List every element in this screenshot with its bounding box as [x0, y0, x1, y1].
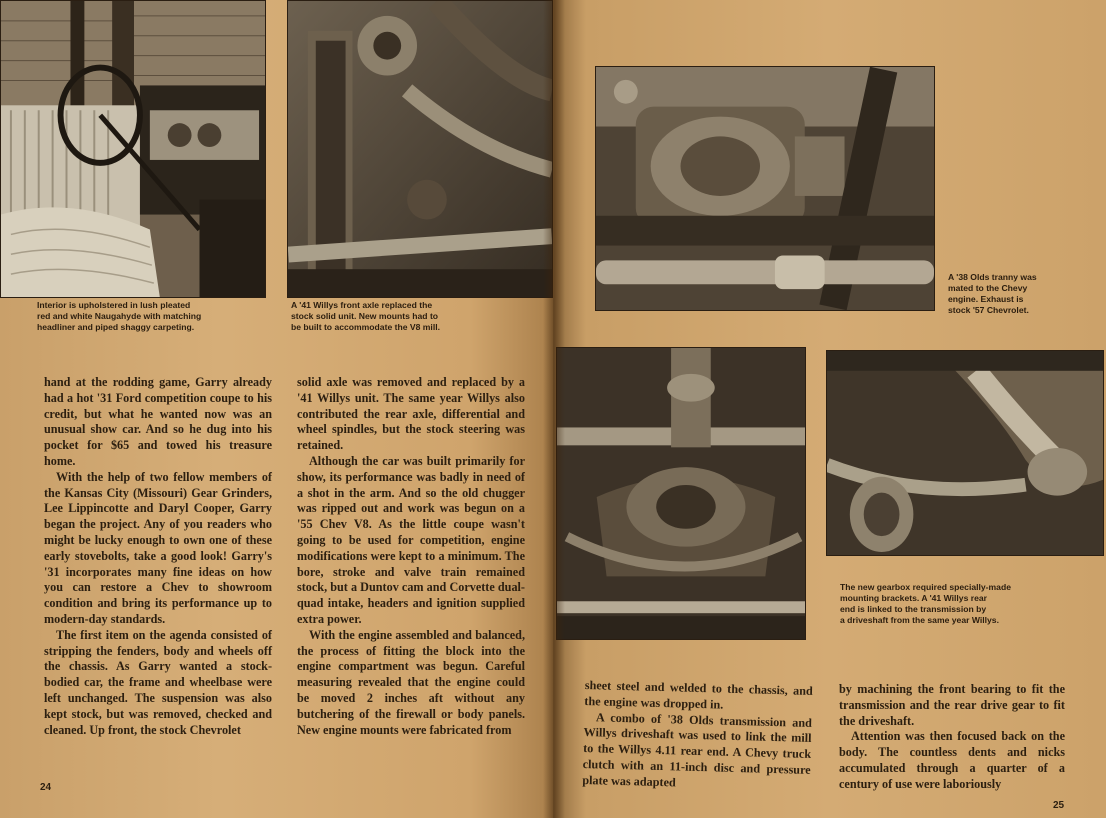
caption-line: A '38 Olds tranny was — [948, 272, 1037, 282]
rear-end-photo-image — [827, 351, 1103, 555]
paragraph: hand at the rodding game, Garry already had a hot '31 Ford competition coupe to his credit, but what he wanted now was an unusual show car. And so he dug into his pocket for $65 and towed his treasure home. — [44, 375, 272, 468]
paragraph: Attention was then focused back on the body. The countless dents and nicks accumulated through a quarter of a century of use were laboriously — [839, 729, 1065, 791]
paragraph: With the help of two fellow members of the Kansas City (Missouri) Gear Grinders, Lee Lippincotte and Daryl Cooper, Garry began the project. Any of you readers who might be lucky enough to own one of these early stovebolts, take a good look! Garry's '31 incorporates many fine ideas on how you can restore a Chev to showroom condition and bring its performance up to modern-day standards. — [44, 469, 272, 626]
caption-line: stock '57 Chevrolet. — [948, 305, 1029, 315]
page-number-right: 25 — [1053, 800, 1065, 811]
paragraph: With the engine assembled and balanced, the process of fitting the block into the engine compartment was begun. Careful measuring revealed that the engine could be moved 2 inches aft without any butchering of the firewall or body panels. New engine mounts were fabricated from — [297, 627, 525, 737]
front-axle-photo — [287, 0, 553, 298]
paragraph: A combo of '38 Olds transmission and Willys driveshaft was used to link the mill to the Willys 4.11 rear end. A Chevy truck clutch with an 11-inch disc and pressure plate was adapted — [582, 709, 813, 790]
paragraph: The first item on the agenda consisted of stripping the fenders, body and wheels off the chassis. As Garry wanted a stock-bodied car, the frame and wheelbase were left unchanged. The suspension was also kept stock, but was removed, checked and cleaned. Up front, the stock Chevrolet — [44, 627, 272, 737]
front-axle-photo-image — [288, 1, 552, 297]
paragraph: sheet steel and welded to the chassis, and the engine was dropped in. — [584, 678, 813, 712]
page-number-left: 24 — [40, 782, 52, 793]
caption-line: mounting brackets. A '41 Willys rear — [840, 593, 987, 603]
interior-caption — [37, 300, 277, 333]
paragraph: Although the car was built primarily for show, its performance was badly in need of a shot in the arm. And so the old chugger was ripped out and work was begun on a '55 Chev V8. As the little coupe wasn't going to be used for competition, engine modifications were kept to a minimum. The bore, stroke and valve train remained stock, but a Duntov cam and Corvette dual-quad intake, headers and ignition supplied extra power. — [297, 453, 525, 626]
right-column-2 — [839, 682, 1065, 793]
front-axle-caption — [291, 300, 521, 333]
paragraph: solid axle was removed and replaced by a '41 Willys unit. The same year Willys also contributed the rear axle, differential and wheel spindles, but the stock steering was retained. — [297, 375, 525, 453]
gearbox-caption — [840, 582, 1100, 626]
caption-line: be built to accommodate the V8 mill. — [291, 322, 440, 332]
paragraph: by machining the front bearing to fit the transmission and the rear drive gear to fit the driveshaft. — [839, 682, 1065, 728]
caption-line: red and white Naugahyde with matching — [37, 311, 202, 321]
interior-photo-image — [1, 1, 265, 297]
caption-line: headliner and piped shaggy carpeting. — [37, 322, 195, 332]
caption-line: engine. Exhaust is — [948, 294, 1024, 304]
left-column-1 — [44, 375, 272, 738]
caption-line: stock solid unit. New mounts had to — [291, 311, 439, 321]
caption-line: mated to the Chevy — [948, 283, 1028, 293]
transmission-caption — [948, 272, 1098, 316]
transmission-photo — [595, 66, 935, 311]
caption-line: A '41 Willys front axle replaced the — [291, 300, 433, 310]
caption-line: end is linked to the transmission by — [840, 604, 987, 614]
caption-line: a driveshaft from the same year Willys. — [840, 615, 999, 625]
right-page — [553, 0, 1106, 818]
interior-photo — [0, 0, 266, 298]
gearbox-mount-photo — [556, 347, 806, 640]
binding-gutter — [543, 0, 565, 818]
rear-end-photo — [826, 350, 1104, 556]
left-column-2 — [297, 375, 525, 738]
right-column-1 — [582, 678, 813, 795]
transmission-photo-image — [596, 67, 934, 310]
caption-line: The new gearbox required specially-made — [840, 582, 1011, 592]
gearbox-mount-photo-image — [557, 348, 805, 639]
caption-line: Interior is upholstered in lush pleated — [37, 300, 191, 310]
